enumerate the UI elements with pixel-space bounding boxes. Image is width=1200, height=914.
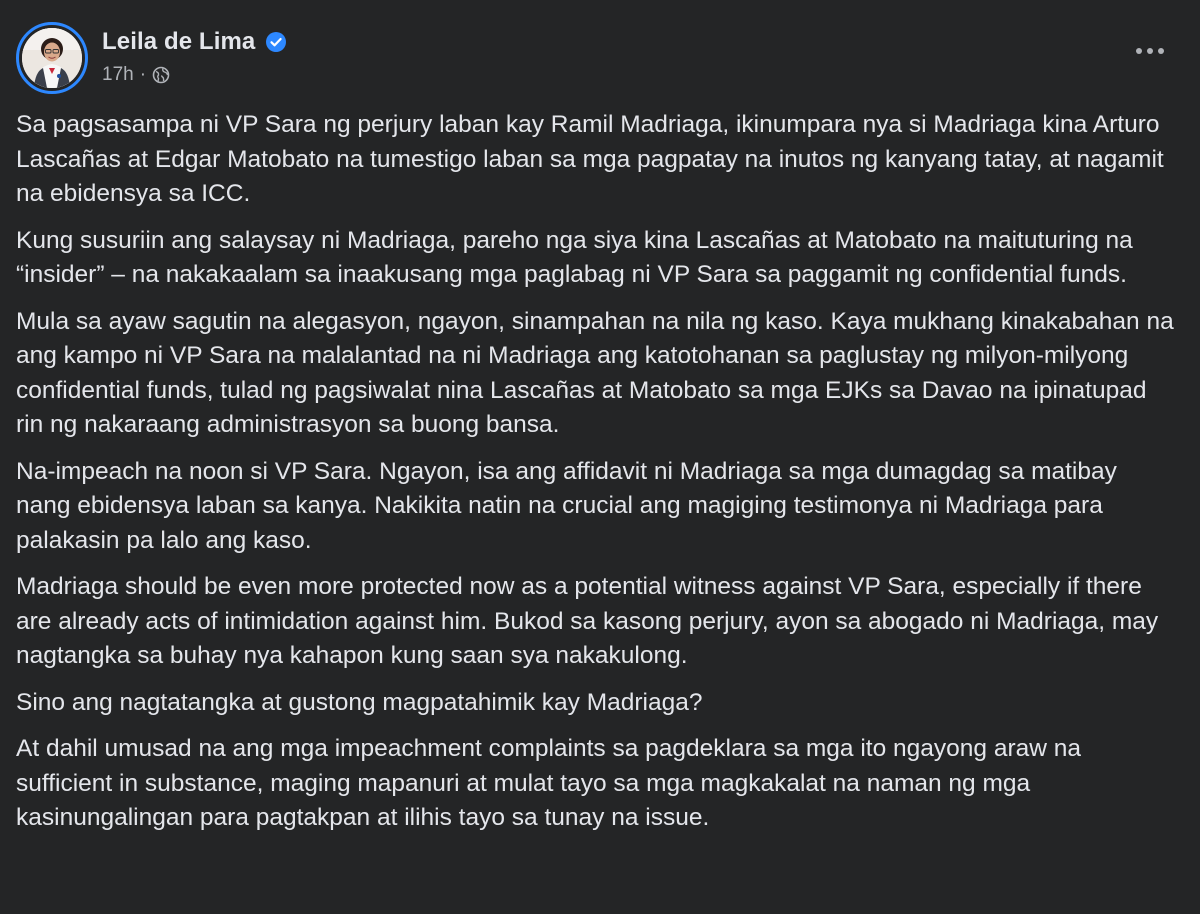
post-body: [16, 108, 1176, 848]
post-meta: [102, 64, 170, 86]
meta-separator: ·: [139, 64, 147, 85]
more-dot: [1158, 48, 1164, 54]
post-paragraph-5: Madriaga should be even more protected now as a potential witness against VP Sara, especially if there are already acts of intimidation against him. Bukod sa kasong perjury, ayon sa abogado ni Madriaga, may nagtangka sa buhay nya kahapon kung saan sya nakakulong.: [16, 573, 1159, 669]
more-dot: [1136, 48, 1142, 54]
post-paragraph-4: Na-impeach na noon si VP Sara. Ngayon, isa ang affidavit ni Madriaga sa mga dumagdag sa matibay nang ebidensya laban sa kanya. Nakikita natin na crucial ang magiging testimonya ni Madriaga para palakasin pa lalo ang kaso.: [16, 457, 1117, 554]
author-name[interactable]: Leila de Lima: [102, 28, 256, 55]
more-dot: [1147, 48, 1153, 54]
post-paragraph-6: Sino ang nagtatangka at gustong magpatahimik kay Madriaga?: [16, 688, 703, 716]
post-header: [14, 20, 1180, 96]
more-options-icon[interactable]: [1130, 38, 1170, 64]
avatar[interactable]: [16, 22, 88, 94]
post-paragraph-3: Mula sa ayaw sagutin na alegasyon, ngayon, sinampahan na nila ng kaso. Kaya mukhang kinakabahan na ang kampo ni VP Sara na malalantad na ni Madriaga ang katotohanan sa paglustay ng milyon-milyong confidential funds, tulad ng pagsiwalat nina Lascañas at Matobato sa mga EJKs sa Davao na ipinatupad rin ng nakaraang administrasyon sa buong bansa.: [16, 307, 1174, 438]
profile-photo-illustration: [22, 28, 82, 88]
verified-badge-icon: [265, 31, 287, 53]
post-paragraph-1: Sa pagsasampa ni VP Sara ng perjury laban kay Ramil Madriaga, ikinumpara nya si Madriaga kina Arturo Lascañas at Edgar Matobato na tumestigo laban sa mga pagpatay na inutos ng kanyang tatay, at nagamit na ebidensya sa ICC.: [16, 111, 1164, 207]
post-timestamp[interactable]: 17h: [102, 64, 134, 85]
author-row: [102, 28, 287, 56]
post-paragraph-2: Kung susuriin ang salaysay ni Madriaga, pareho nga siya kina Lascañas at Matobato na maituturing na “insider” – na nakakaalam sa inaakusang mga paglabag ni VP Sara sa paggamit ng confidential funds.: [16, 226, 1133, 288]
profile-photo: [22, 28, 82, 88]
post-paragraph-7: At dahil umusad na ang mga impeachment complaints sa pagdeklara sa mga ito ngayong araw na sufficient in substance, maging mapanuri at mulat tayo sa mga magkakalat na naman ng mga kasinungalingan para pagtakpan at ilihis tayo sa tunay na issue.: [16, 735, 1082, 831]
globe-icon[interactable]: [152, 66, 170, 84]
